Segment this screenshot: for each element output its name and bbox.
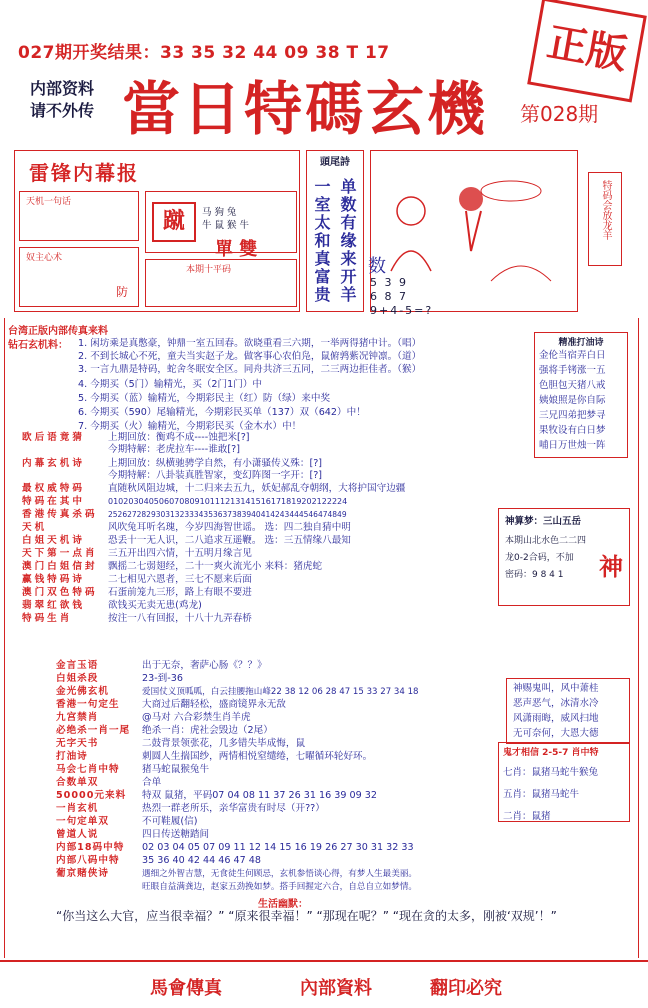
content-row: 赢钱特码诗 二七相见六恩者，三七不愿来后面 — [22, 574, 252, 585]
content-row: 香港传真杀码 25262728293031323334353637383940414243444546474849 — [22, 509, 347, 520]
single-double: 單 雙 — [215, 239, 258, 260]
internal-label: 内部资料 请不外传 — [30, 79, 95, 120]
leifeng-panel — [14, 150, 300, 312]
numbered-line: 1. 闲坊乘是真憋豪，钟鼎一室五回春。欲晓重看三六期，一举两得猪中计。（唱） — [78, 338, 422, 349]
content-row: 香港一句定生 大商过后翻轻松，盛商镜界永无敌 — [56, 699, 286, 710]
content-row: 内部18码中特 02 03 04 05 07 09 11 12 14 15 16 19 26 27 30 31 32 33 — [56, 842, 414, 853]
content-row: 合数单双 合单 — [56, 777, 162, 788]
content-row: 内部八码中特 35 36 40 42 44 46 47 48 — [56, 855, 262, 866]
guicai-box: 鬼才相信 2-5-7 肖中特 七肖：鼠猪马蛇牛猴兔 五肖：鼠猪马蛇牛 二肖：鼠猪 — [498, 742, 630, 822]
content-row: 必绝杀一肖一尾 绝杀一肖：虎社会毁边（2尾） — [56, 725, 273, 736]
numbered-line: 6. 今期买（590）尾输精光，今期彩民买单（137）双（642）中！ — [78, 407, 366, 418]
humor-text: “你当这么大官，应当很幸福？” “原来很幸福！” “那现在呢？” “现在贪的太多，刚被‘双规’！” — [56, 909, 557, 923]
frame-left — [4, 318, 5, 958]
content-row: 打油诗 刺圆人生揣国纱，两情相悦窒缱绻，七曜循环轮好环。 — [56, 751, 373, 762]
content-row: 一肖玄机 热烈一群老所乐，亲华富贵有时尽（开??） — [56, 803, 325, 814]
oneword-box: 天机一句话 — [19, 191, 139, 241]
content-row: 白姐杀段 23-到-36 — [56, 673, 183, 684]
content-row: 葡京赌侠诗 遇细之外智吉慧，无食徒生何顾忌，玄机参悟谈心得，有梦人生最美丽。 — [56, 868, 418, 879]
footer-item: 馬會傳真 — [150, 978, 222, 999]
poem-col1: 一室太和真富贵 — [312, 178, 331, 304]
numbered-line: 5. 今期买（蓝）输精光，今期彩民主（红）防（绿）来中奖 — [78, 393, 331, 404]
footer-item: 翻印必究 — [430, 978, 502, 999]
tenflat-box: 本期十平码 — [145, 259, 297, 307]
numbered-line: 2. 不到长城心不死，童夫当实赵子龙。做客事心农伯凫，鼠俯鹑紫况钟凛。（道） — [78, 351, 422, 362]
frame-right — [638, 318, 639, 958]
content-row: 澳门双色特码 石蛋前笼九三形，路上有眼不要进 — [22, 587, 252, 598]
content-row: 翡翠红欲钱 欲钱买无卖无患(鸡龙) — [22, 600, 202, 611]
diamond-label: 钻石玄机料： — [8, 340, 68, 351]
number-label: 数 — [368, 256, 386, 277]
humor-title: 生活幽默： — [258, 899, 308, 910]
right-strip-text: 特码会放龙羊 — [600, 180, 611, 240]
heart-box: 奴主心术 防 — [19, 247, 139, 307]
content-row: 无字天书 二鼓背景领张花，几多错失毕成悔，鼠 — [56, 738, 306, 749]
content-row: 今期特解：八卦装真胜智家，变幻阵图一字开：[?] — [108, 470, 323, 481]
content-row: 特码在其中 01020304050607080910111213141516171819202122224 — [22, 496, 348, 507]
content-row: 50000元来料 特双 鼠猪，平码07 04 08 11 37 26 31 16 39 09 32 — [56, 790, 377, 801]
content-row: 最权威特码 直随秋风阻边城，十二归来去五九，妖妃郝乱夺朝纲，大将护国守边疆 — [22, 483, 406, 494]
poem4-box: 神赐鬼叫，风中萧桂 恶声恶气，冰清水冷 风潇雨晦，威风扫地 无可奈何，大恩大德 — [506, 678, 630, 744]
content-row: 曾道人说 四日传送糖踏间 — [56, 829, 210, 840]
poem-title: 頭尾詩 — [320, 157, 350, 168]
footer — [0, 960, 648, 1008]
content-row: 金光佛玄机 爱国仗义顶呱呱，白云挂腰拖山峰22 38 12 06 28 47 15 33 27 34 18 — [56, 686, 419, 697]
last-result: 027期开奖结果：33 35 32 44 09 38 T 17 — [18, 43, 390, 63]
footer-item: 內部資料 — [300, 978, 372, 999]
content-row: 欧后语竟猜 上期回放：衡鸡不成----蚀把米[?] — [22, 432, 250, 443]
content-row: 澳门白姐信封 飘摇二七弱翅经，二十一爽火流光小 来料：猪虎蛇 — [22, 561, 323, 572]
animal-list: 马 狗 兔 牛 鼠 猴 牛 — [202, 207, 250, 231]
content-row: 一句定单双 不可鞋履(信) — [56, 816, 198, 827]
content-row: 金言玉语 出于无奈，奢萨心肠《？？》 — [56, 660, 267, 671]
content-row: 内幕玄机诗 上期回放：纵横驰骋学自然，有小潇骚传义殊：[?] — [22, 458, 323, 469]
content-row: 天下第一点肖 三五开出四六情，十五明月缘言见 — [22, 548, 252, 559]
panel-title: 雷锋内幕报 — [29, 161, 139, 185]
page-title: 當日特碼玄機 — [122, 75, 489, 143]
content-row: 旺眼自益满龚边，赵家五劲挽如梦。搭手回握定六合，自总自立如梦情。 — [142, 882, 418, 892]
number-grid: 5 3 9 6 8 7 9+4-5=? — [370, 276, 434, 317]
jingzhun-box: 精准打油诗 金伦当宿弄白日 强将手铐涨一五 色胆包天猪八戒 姨娘照是你自际 三兄四弟把梦寻 果牧设有白日梦 哺日万世烛一阵 — [534, 332, 628, 458]
numbered-line: 3. 一言九鼎是特码，蛇舍冬眠安全区。同舟共济三五同，二三两边拒佳者。（猴） — [78, 364, 422, 375]
content-row: 今期特解：老虎拉车----谁敢[?] — [108, 444, 240, 455]
content-row: 白姐天机诗 恐丢十一无人识，二八追求互遥鞭。 选：三五情缘八最知 — [22, 535, 351, 546]
content-row: 天机 风吹兔耳听名瑰，今岁四海智世谣。 选：四二独自猜中明 — [22, 522, 351, 533]
issue-number: 第028期 — [520, 102, 599, 126]
poem-col2: 单数有缘来开羊 — [338, 178, 357, 304]
content-row: 马会七肖中特 猪马蛇鼠猴兔牛 — [56, 764, 210, 775]
numbered-line: 4. 今期买（5门）输精光，买（2门1门）中 — [78, 379, 263, 390]
section-head: 台湾正版内部传真来料 — [8, 326, 108, 337]
content-row: 九宫禁肖 @马对 六合彩禁生肖羊虎 — [56, 712, 251, 723]
shenma-box: 神算梦：三山五岳 本期山北水色二二四 龙0-2合码，不加 密码：9 8 4 1 神 — [498, 508, 630, 606]
numbered-line: 7. 今期买（火）输精光，今期彩民买（金木水）中！ — [78, 421, 302, 432]
key-char: 蹴 — [152, 202, 196, 242]
content-row: 特码生肖 按注一八有回报，十八十九弄春桥 — [22, 613, 252, 624]
official-stamp: 正版 — [527, 0, 647, 103]
